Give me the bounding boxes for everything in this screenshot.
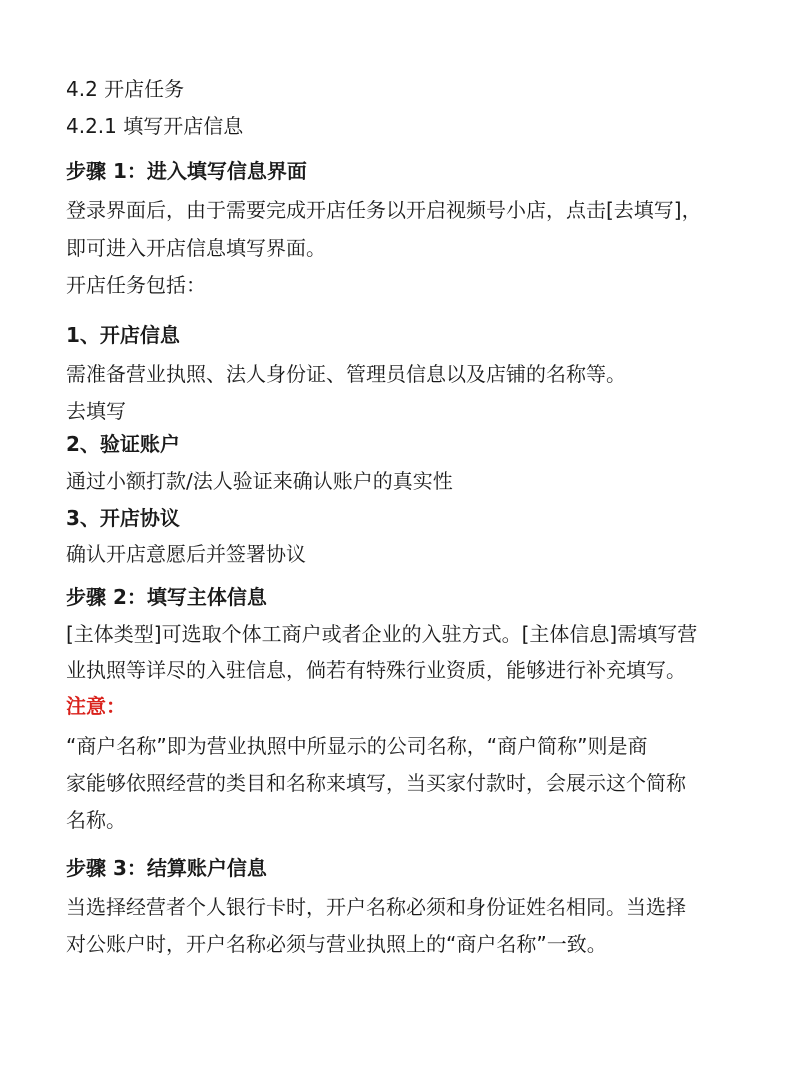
note-line: 家能够依照经营的类目和名称来填写，当买家付款时，会展示这个简称 [66, 771, 686, 795]
subsection-heading: 4.2.1 填写开店信息 [66, 114, 244, 138]
step3-heading: 步骤 3：结算账户信息 [66, 856, 267, 880]
step2-paragraph-line: 业执照等详尽的入驻信息，倘若有特殊行业资质，能够进行补充填写。 [66, 658, 686, 682]
task-title: 3、开店协议 [66, 506, 180, 530]
section-heading: 4.2 开店任务 [66, 77, 185, 101]
note-line: 名称。 [66, 808, 126, 832]
fill-in-link[interactable]: 去填写 [66, 399, 126, 423]
task-title: 1、开店信息 [66, 323, 180, 347]
step3-paragraph-line: 当选择经营者个人银行卡时，开户名称必须和身份证姓名相同。当选择 [66, 895, 686, 919]
step1-heading: 步骤 1：进入填写信息界面 [66, 159, 307, 183]
note-line: “商户名称”即为营业执照中所显示的公司名称，“商户简称”则是商 [66, 734, 648, 758]
tasks-intro: 开店任务包括： [66, 273, 206, 297]
step1-paragraph-line: 登录界面后，由于需要完成开店任务以开启视频号小店，点击[去填写]， [66, 198, 702, 222]
step2-paragraph-line: [主体类型]可选取个体工商户或者企业的入驻方式。[主体信息]需填写营 [66, 622, 698, 646]
task-description: 需准备营业执照、法人身份证、管理员信息以及店铺的名称等。 [66, 362, 626, 386]
step2-heading: 步骤 2：填写主体信息 [66, 585, 267, 609]
task-description: 确认开店意愿后并签署协议 [66, 542, 306, 566]
step3-paragraph-line: 对公账户时，开户名称必须与营业执照上的“商户名称”一致。 [66, 932, 607, 956]
note-label: 注意： [66, 694, 126, 718]
task-title: 2、验证账户 [66, 432, 180, 456]
task-description: 通过小额打款/法人验证来确认账户的真实性 [66, 469, 453, 493]
step1-paragraph-line: 即可进入开店信息填写界面。 [66, 236, 326, 260]
